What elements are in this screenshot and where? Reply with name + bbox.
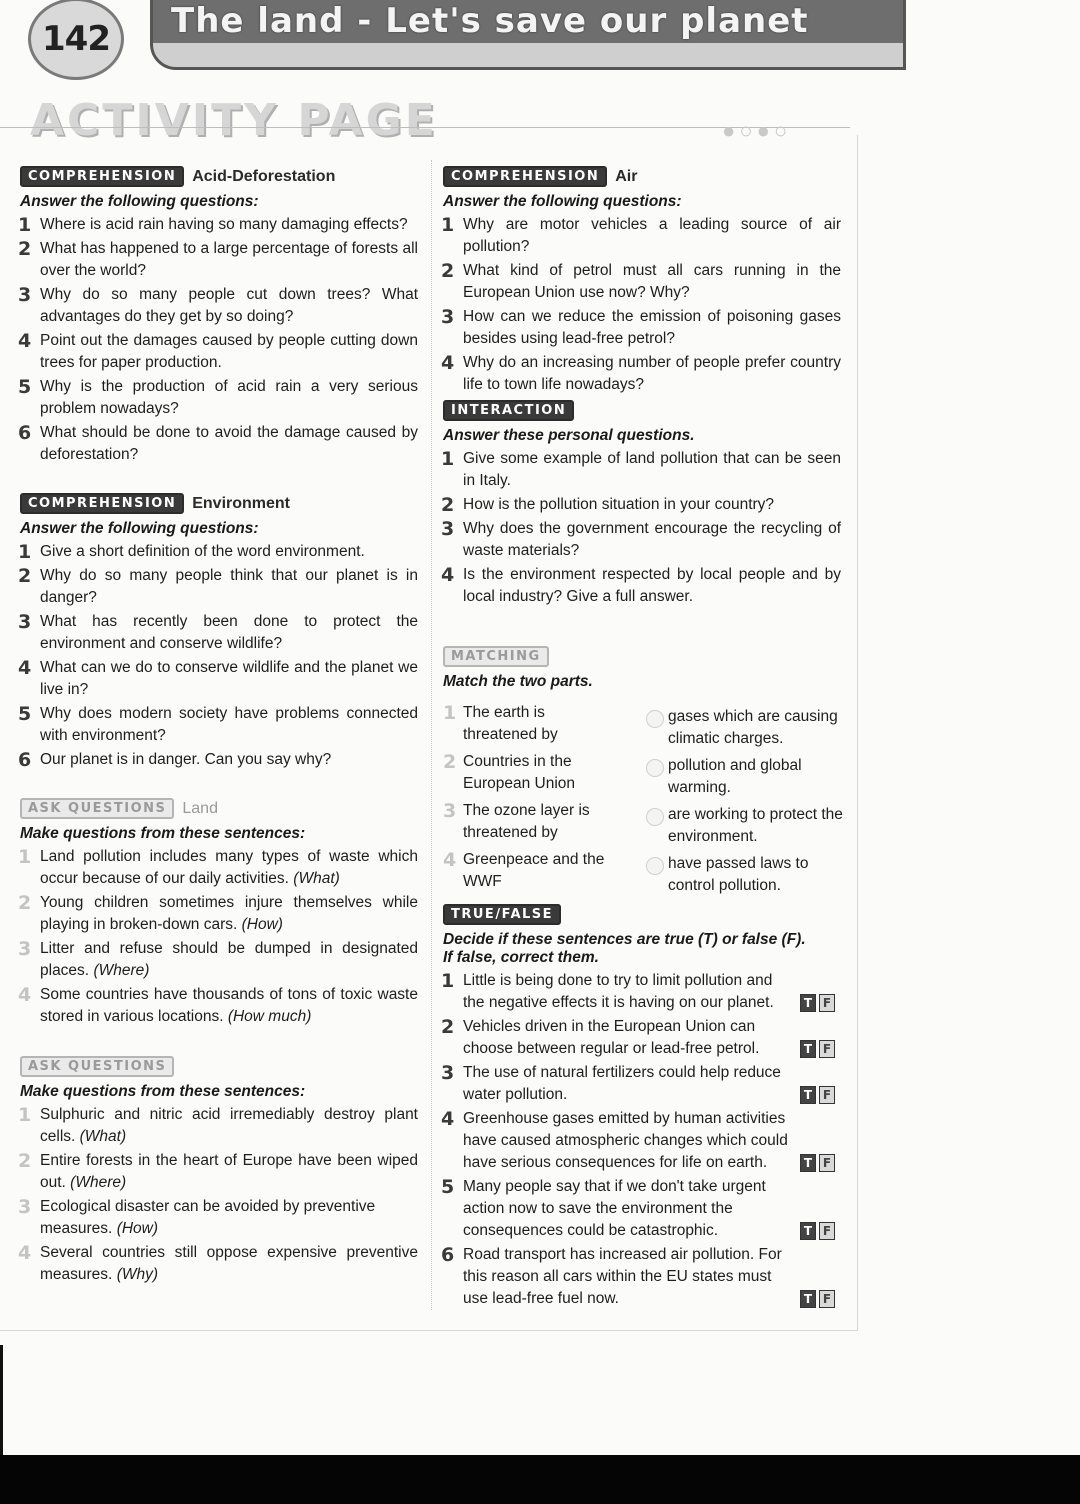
question: 4 Is the environment respected by local people and by local industry? Give a full answer. xyxy=(441,564,841,605)
question: 5 Why does modern society have problems connected with environment? xyxy=(18,703,418,744)
section-comprehension-air xyxy=(441,166,841,396)
question: 2 What kind of petrol must all cars running in the European Union use now? Why? xyxy=(441,260,841,301)
question: 3 How can we reduce the emission of poisoning gases besides using lead-free petrol? xyxy=(441,306,841,347)
question: 5 Why is the production of acid rain a very serious problem nowadays? xyxy=(18,376,418,417)
section-ask-questions-land xyxy=(18,798,418,1028)
section-tag: COMPREHENSION xyxy=(20,493,184,514)
instruction: Answer the following questions: xyxy=(20,520,259,537)
question: 4 What can we do to conserve wildlife and the planet we live in? xyxy=(18,657,418,698)
question: 2 Entire forests in the heart of Europe have been wiped out. (Where) xyxy=(18,1150,418,1191)
true-false-boxes[interactable]: T F xyxy=(800,1222,835,1240)
match-left-item: 4 Greenpeace and the WWF xyxy=(443,849,605,890)
answer-circle-icon[interactable] xyxy=(646,808,664,826)
section-comprehension-environment xyxy=(18,493,418,771)
unit-title: The land - Let's save our planet xyxy=(171,1,809,41)
answer-circle-icon[interactable] xyxy=(646,759,664,777)
section-ask-questions xyxy=(18,1056,418,1286)
section-tag: COMPREHENSION xyxy=(443,166,607,187)
section-tag: ASK QUESTIONS xyxy=(20,1056,174,1077)
tf-statement: 3 The use of natural fertilizers could help reduce water pollution. T F xyxy=(463,1062,793,1106)
tf-statement: 2 Vehicles driven in the European Union can choose between regular or lead-free petrol. T F xyxy=(463,1016,793,1060)
page-number-badge xyxy=(28,0,124,80)
activity-page-heading: ACTIVITY PAGE xyxy=(30,95,438,146)
question: 3 Why do so many people cut down trees? What advantages do they get by so doing? xyxy=(18,284,418,325)
column-divider xyxy=(431,160,432,1310)
instruction: Make questions from these sentences: xyxy=(20,1083,306,1100)
answer-circle-icon[interactable] xyxy=(646,710,664,728)
page-number: 142 xyxy=(42,19,110,59)
tf-statement: 5 Many people say that if we don't take urgent action now to save the environment the consequences could be catastrophic. T F xyxy=(463,1176,793,1242)
match-right-item: have passed laws to control pollution. xyxy=(668,853,843,897)
question: 6 Our planet is in danger. Can you say why? xyxy=(18,749,332,771)
section-comprehension-acid-deforestation xyxy=(18,166,418,466)
title-banner xyxy=(150,0,906,70)
question: 3 What has recently been done to protect the environment and conserve wildlife? xyxy=(18,611,418,652)
question: 3 Why does the government encourage the recycling of waste materials? xyxy=(441,518,841,559)
tf-statement: 4 Greenhouse gases emitted by human activities have caused atmospheric changes which could have serious consequences for life on earth. T F xyxy=(463,1108,793,1174)
question: 4 Some countries have thousands of tons of toxic waste stored in various locations. (How much) xyxy=(18,984,418,1025)
instruction: Decide if these sentences are true (T) or false (F). xyxy=(443,931,806,948)
question: 4 Several countries still oppose expensive preventive measures. (Why) xyxy=(18,1242,418,1283)
true-false-boxes[interactable]: T F xyxy=(800,1086,835,1104)
question: 3 Litter and refuse should be dumped in designated places. (Where) xyxy=(18,938,418,979)
question: 1 Why are motor vehicles a leading source of air pollution? xyxy=(441,214,841,255)
question: 2 Young children sometimes injure themselves while playing in broken-down cars. (How) xyxy=(18,892,418,933)
answer-circle-icon[interactable] xyxy=(646,857,664,875)
true-false-boxes[interactable]: T F xyxy=(800,1040,835,1058)
question: 1 Land pollution includes many types of waste which occur because of our daily activities. (What) xyxy=(18,846,418,887)
tf-statement: 1 Little is being done to try to limit pollution and the negative effects it is having on our planet. T F xyxy=(463,970,793,1014)
true-false-boxes[interactable]: T F xyxy=(800,994,835,1012)
section-subtitle: Environment xyxy=(192,494,291,512)
question: 2 How is the pollution situation in your country? xyxy=(441,494,775,516)
question: 2 Why do so many people think that our planet is in danger? xyxy=(18,565,418,606)
question: 4 Point out the damages caused by people cutting down trees for paper production. xyxy=(18,330,418,371)
question: 1 Give some example of land pollution that can be seen in Italy. xyxy=(441,448,841,489)
question: 1 Give a short definition of the word environment. xyxy=(18,541,365,563)
match-right-item: pollution and global warming. xyxy=(668,755,843,799)
section-true-false xyxy=(441,904,841,1310)
true-false-boxes[interactable]: T F xyxy=(800,1154,835,1172)
right-column xyxy=(441,166,843,1307)
instruction: Match the two parts. xyxy=(443,673,593,690)
section-subtitle: Land xyxy=(182,799,218,817)
question: 2 What has happened to a large percentage of forests all over the world? xyxy=(18,238,418,279)
question: 3 Ecological disaster can be avoided by preventive measures. (How) xyxy=(18,1196,376,1237)
section-tag: INTERACTION xyxy=(443,400,574,421)
match-left-item: 1 The earth is threatened by xyxy=(443,702,558,743)
decorative-dots-icon: ●○●○ xyxy=(722,118,792,143)
match-right-item: are working to protect the environment. xyxy=(668,804,843,848)
section-tag: COMPREHENSION xyxy=(20,166,184,187)
section-tag: TRUE/FALSE xyxy=(443,904,561,925)
section-interaction xyxy=(441,400,841,608)
instruction: Answer these personal questions. xyxy=(443,427,695,444)
instruction: Answer the following questions: xyxy=(443,193,682,210)
bottom-black-band xyxy=(0,1455,1080,1504)
question: 4 Why do an increasing number of people prefer country life to town life nowadays? xyxy=(441,352,841,393)
match-right-item: gases which are causing climatic charges. xyxy=(668,706,843,750)
instruction: Answer the following questions: xyxy=(20,193,259,210)
true-false-boxes[interactable]: T F xyxy=(800,1290,835,1308)
section-subtitle: Air xyxy=(615,167,638,185)
match-left-item: 3 The ozone layer is threatened by xyxy=(443,800,590,841)
section-tag: ASK QUESTIONS xyxy=(20,798,174,819)
left-column xyxy=(18,166,418,1283)
section-subtitle: Acid-Deforestation xyxy=(192,167,336,185)
question: 1 Sulphuric and nitric acid irremediably destroy plant cells. (What) xyxy=(18,1104,418,1145)
tf-statement: 6 Road transport has increased air pollution. For this reason all cars within the EU states must use lead-free fuel now. T F xyxy=(463,1244,793,1310)
instruction: Make questions from these sentences: xyxy=(20,825,306,842)
match-left-item: 2 Countries in the European Union xyxy=(443,751,576,792)
question: 6 What should be done to avoid the damage caused by deforestation? xyxy=(18,422,418,463)
section-tag: MATCHING xyxy=(443,646,549,667)
section-matching xyxy=(443,646,843,896)
question: 1 Where is acid rain having so many damaging effects? xyxy=(18,214,408,236)
instruction: If false, correct them. xyxy=(443,949,599,966)
